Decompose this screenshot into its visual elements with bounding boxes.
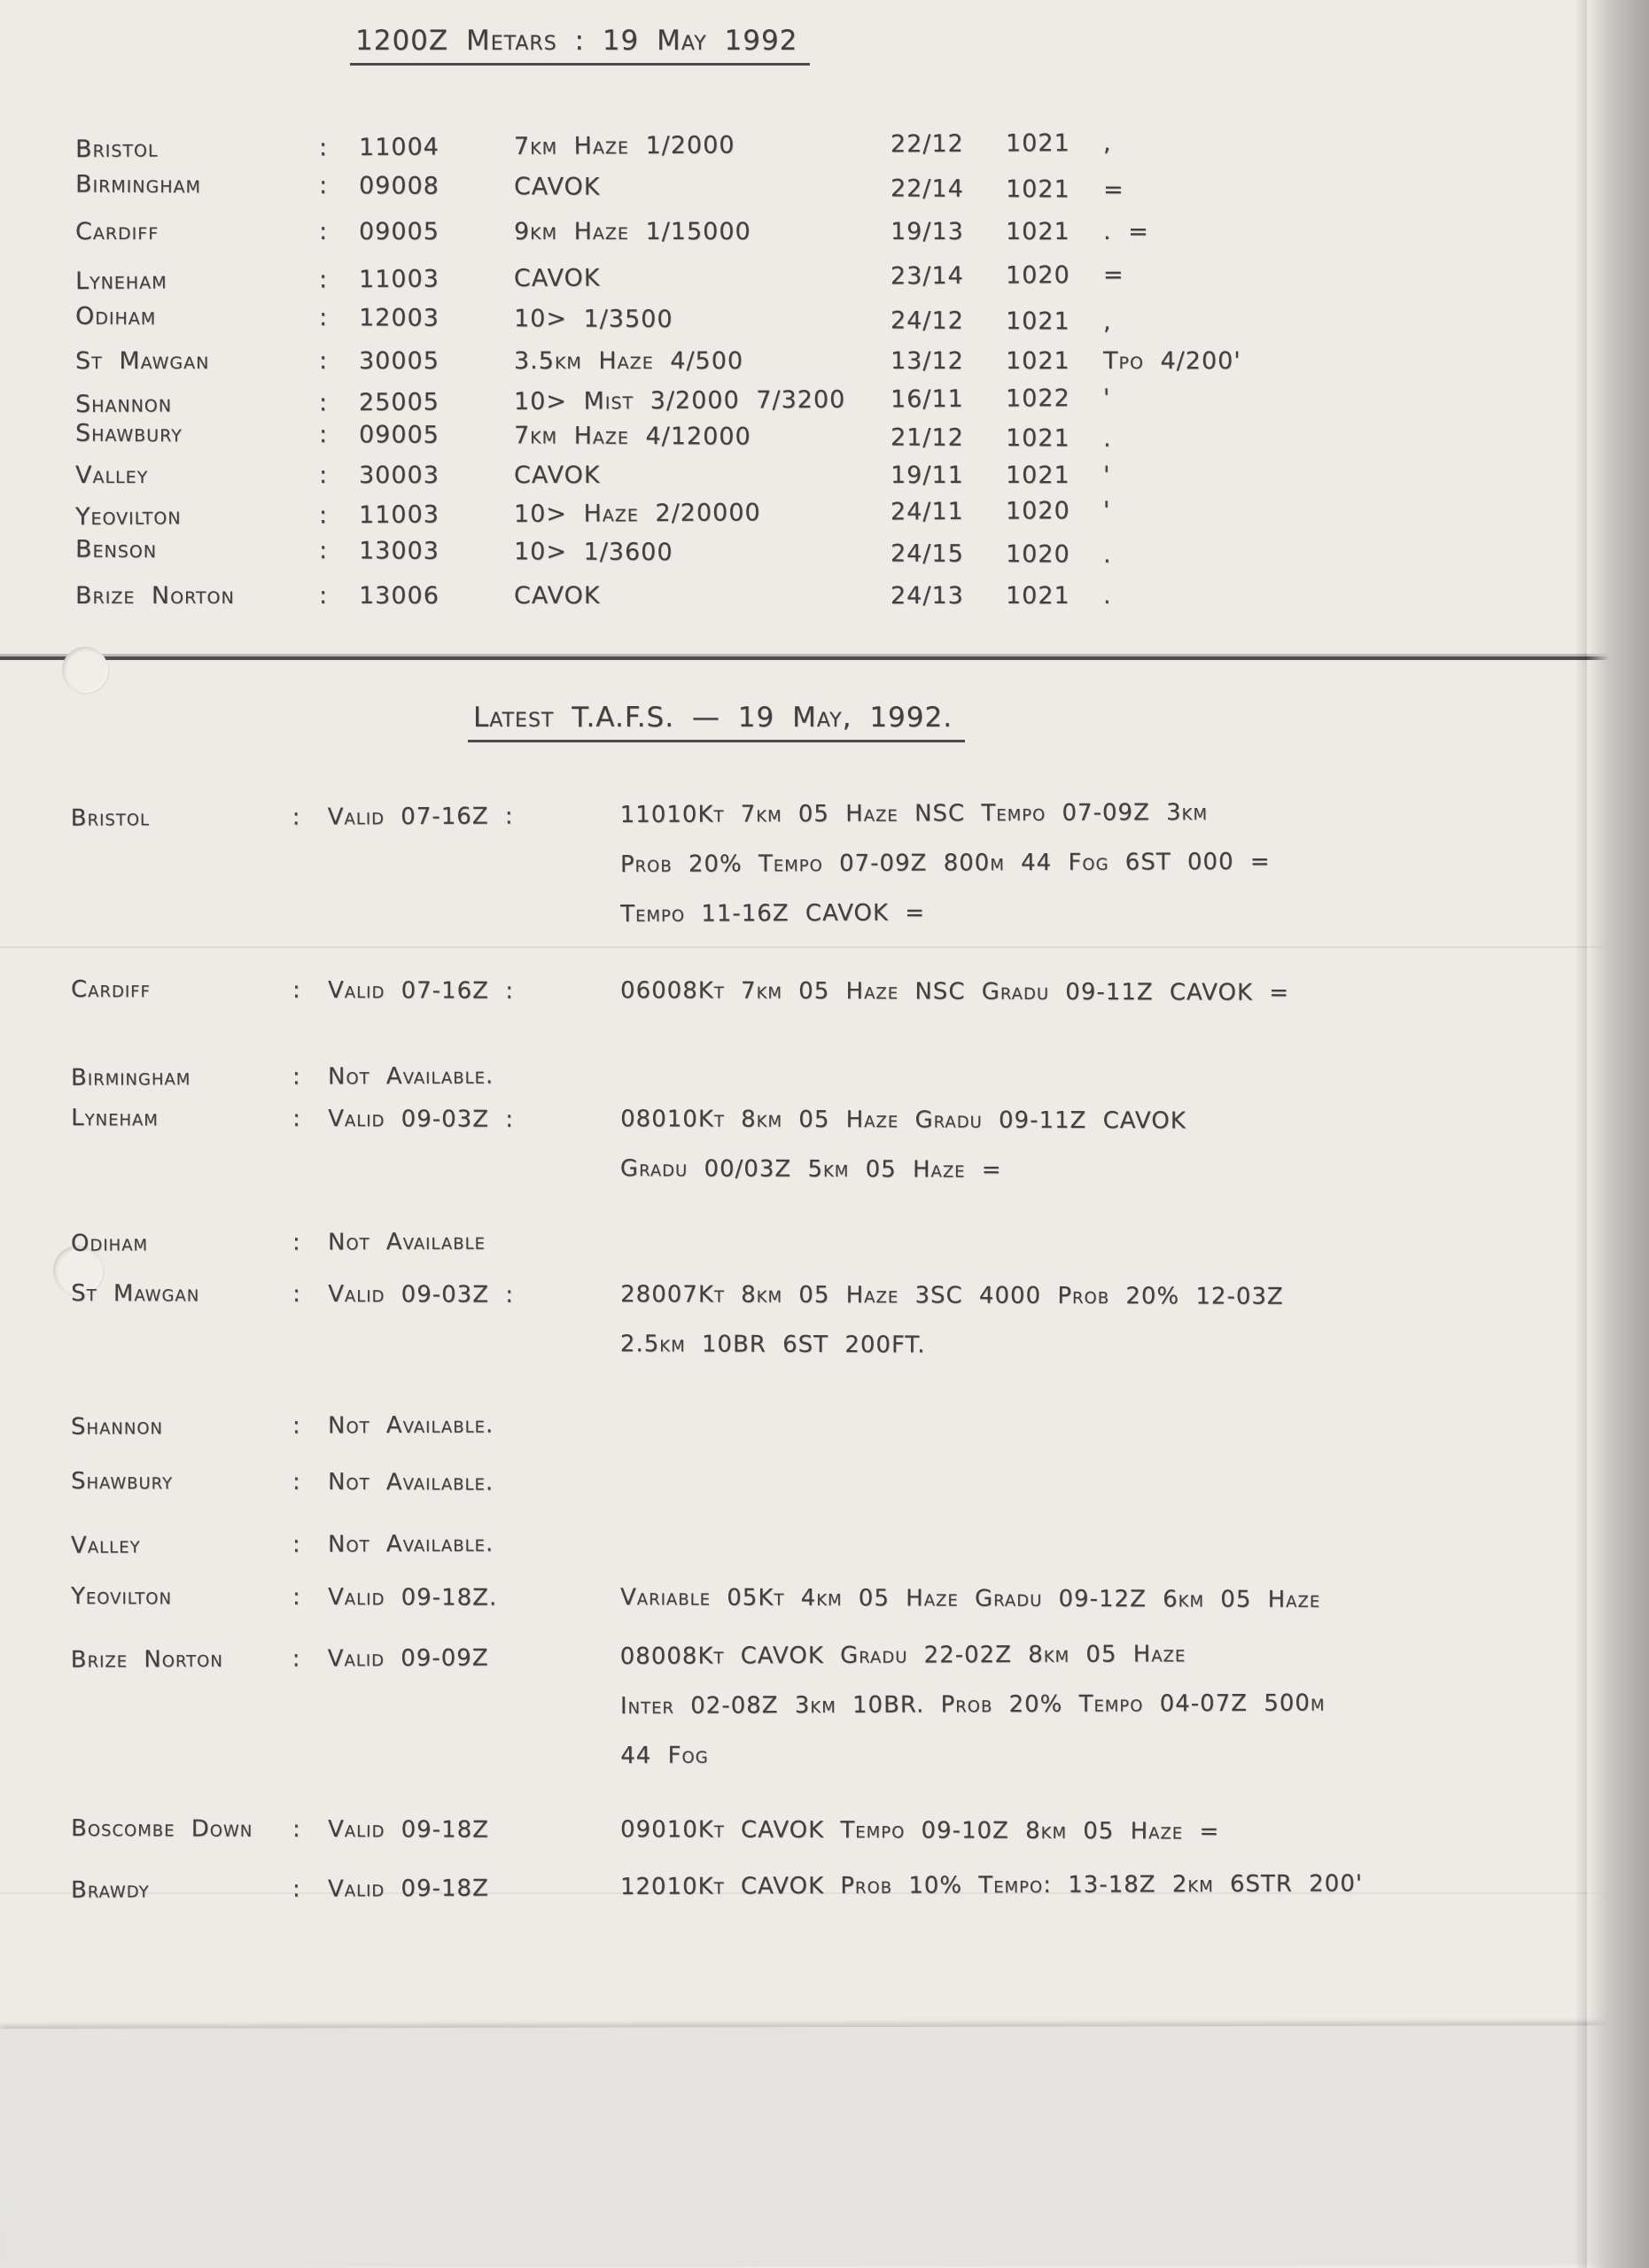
wind-group: 30005 <box>359 347 439 375</box>
station-name: Birmingham <box>74 170 202 199</box>
wind-group: 13003 <box>358 537 439 565</box>
qnh-value: 1021 <box>1006 347 1070 375</box>
taf-entry <box>71 1407 1577 1440</box>
taf-entry <box>71 798 1578 953</box>
qnh-value: 1020 <box>1005 261 1070 290</box>
report-end-mark: Tpo 4/200' <box>1103 347 1241 375</box>
taf-line: Tempo 11-16Z CAVOK = <box>620 899 926 928</box>
taf-text-block <box>620 1470 1577 1473</box>
taf-line: 12010Kt CAVOK Prob 10% Tempo: 13-18Z 2km 6STR 200' <box>619 1870 1364 1901</box>
availability-status: Not Available <box>327 1228 486 1256</box>
station-name: Birmingham <box>70 1064 191 1091</box>
colon-separator: : <box>292 1412 301 1440</box>
taf-entry <box>71 1105 1577 1209</box>
taf-line: 11010Kt 7km 05 Haze NSC Tempo 07-09Z 3km <box>619 799 1209 829</box>
colon-separator: : <box>292 1815 301 1843</box>
torn-bottom-edge <box>0 2025 1649 2268</box>
station-name: Cardiff <box>75 218 159 245</box>
station-name: Shawbury <box>74 419 183 448</box>
station-name: Brize Norton <box>75 582 235 610</box>
report-end-mark: , <box>1102 307 1112 336</box>
temp-dewpoint: 19/13 <box>891 218 964 245</box>
colon-separator: : <box>318 266 329 294</box>
colon-separator: : <box>292 976 301 1004</box>
colon-separator: : <box>292 1876 301 1903</box>
taf-line: 2.5km 10BR 6ST 200FT. <box>619 1331 926 1359</box>
taf-text-block <box>620 1870 1577 1924</box>
temp-dewpoint: 23/14 <box>890 261 964 291</box>
visibility-weather-group: 7km Haze 1/2000 <box>513 131 735 161</box>
station-name: St Mawgan <box>71 1280 200 1308</box>
station-name: Yeovilton <box>74 502 182 532</box>
validity-period: Valid 09-09Z <box>327 1644 489 1673</box>
report-end-mark: ' <box>1103 462 1111 489</box>
station-name: Brawdy <box>70 1876 150 1904</box>
taf-line: 08008Kt CAVOK Gradu 22-02Z 8km 05 Haze <box>619 1641 1186 1671</box>
temp-dewpoint: 22/12 <box>890 129 964 159</box>
qnh-value: 1022 <box>1005 384 1070 413</box>
visibility-weather-group: 10> Haze 2/20000 <box>513 499 761 529</box>
report-end-mark: . <box>1103 582 1112 610</box>
availability-status: Not Available. <box>327 1062 494 1091</box>
taf-entry <box>71 1640 1578 1795</box>
taf-entry <box>71 1815 1577 1870</box>
wind-group: 11003 <box>358 265 440 294</box>
taf-line: 08010Kt 8km 05 Haze Gradu 09-11Z CAVOK <box>620 1106 1186 1135</box>
station-name: Shawbury <box>70 1468 174 1495</box>
temp-dewpoint: 24/12 <box>890 307 964 335</box>
metar-section-title: 1200Z Metars : 19 May 1992 <box>350 25 810 66</box>
wind-group: 25005 <box>358 388 440 417</box>
taf-line: Prob 20% Tempo 07-09Z 800m 44 Fog 6ST 000 = <box>619 848 1271 878</box>
page-right-edge-shadow <box>1587 0 1649 2268</box>
taf-line: Gradu 00/03Z 5km 05 Haze = <box>619 1155 1002 1184</box>
wind-group: 09005 <box>359 218 439 245</box>
colon-separator: : <box>318 501 329 530</box>
taf-text-block <box>620 1058 1577 1062</box>
availability-status: Not Available. <box>327 1411 494 1440</box>
taf-text-block <box>620 798 1578 951</box>
station-name: Lyneham <box>71 1105 159 1132</box>
colon-separator: : <box>292 1468 301 1495</box>
colon-separator: : <box>318 537 329 565</box>
colon-separator: : <box>318 172 329 200</box>
visibility-weather-group: 3.5km Haze 4/500 <box>514 347 744 375</box>
colon-separator: : <box>292 1063 301 1091</box>
visibility-weather-group: 9km Haze 1/15000 <box>514 218 751 245</box>
report-end-mark: . <box>1102 540 1112 569</box>
colon-separator: : <box>292 1280 301 1308</box>
qnh-value: 1021 <box>1006 462 1070 489</box>
temp-dewpoint: 24/15 <box>890 540 964 568</box>
validity-period: Valid 07-16Z : <box>327 803 514 831</box>
taf-entry <box>71 1870 1577 1926</box>
temp-dewpoint: 19/11 <box>891 462 964 489</box>
visibility-weather-group: 10> 1/3600 <box>513 538 673 567</box>
colon-separator: : <box>319 582 329 610</box>
validity-period: Valid 09-18Z <box>327 1875 489 1903</box>
taf-text-block <box>620 1585 1577 1638</box>
visibility-weather-group: 10> 1/3500 <box>513 305 673 334</box>
taf-line: 44 Fog <box>620 1742 709 1769</box>
validity-period: Valid 09-18Z. <box>327 1584 498 1612</box>
station-name: Yeovilton <box>70 1583 173 1611</box>
wind-group: 12003 <box>358 304 439 332</box>
colon-separator: : <box>319 218 329 245</box>
validity-period: Valid 09-03Z : <box>328 1281 515 1309</box>
wind-group: 09008 <box>358 172 439 200</box>
taf-entry <box>71 976 1577 1031</box>
taf-line: Inter 02-08Z 3km 10BR. Prob 20% Tempo 04-07Z 500m <box>619 1689 1326 1720</box>
taf-text-block <box>620 1107 1577 1209</box>
taf-text-block <box>620 1282 1577 1385</box>
temp-dewpoint: 24/11 <box>890 497 964 526</box>
visibility-weather-group: CAVOK <box>513 173 601 201</box>
taf-text-block <box>620 1407 1577 1411</box>
wind-group: 11003 <box>358 501 440 530</box>
qnh-value: 1021 <box>1006 582 1070 610</box>
taf-text-block <box>620 1223 1577 1228</box>
temp-dewpoint: 16/11 <box>890 384 964 414</box>
qnh-value: 1021 <box>1005 424 1070 453</box>
report-end-mark: . = <box>1103 218 1149 245</box>
visibility-weather-group: 7km Haze 4/12000 <box>513 422 751 451</box>
taf-entry <box>71 1058 1577 1091</box>
taf-line: 09010Kt CAVOK Tempo 09-10Z 8km 05 Haze = <box>619 1816 1220 1845</box>
station-name: Brize Norton <box>70 1645 223 1674</box>
temp-dewpoint: 13/12 <box>891 347 964 375</box>
wind-group: 09005 <box>358 421 439 449</box>
station-name: Benson <box>74 535 158 564</box>
qnh-value: 1021 <box>1005 307 1070 336</box>
taf-entry <box>71 1526 1577 1558</box>
qnh-value: 1021 <box>1005 129 1070 158</box>
report-end-mark: = <box>1102 260 1124 289</box>
colon-separator: : <box>318 134 329 162</box>
taf-line: Variable 05Kt 4km 05 Haze Gradu 09-12Z 6km 05 Haze <box>619 1584 1321 1613</box>
taf-entry <box>71 1280 1577 1385</box>
colon-separator: : <box>292 1645 301 1673</box>
colon-separator: : <box>318 389 329 417</box>
station-name: Odiham <box>74 302 157 331</box>
wind-group: 30003 <box>359 462 439 489</box>
taf-text-block <box>620 978 1577 1031</box>
taf-line: 06008Kt 7km 05 Haze NSC Gradu 09-11Z CAVOK = <box>619 977 1290 1006</box>
report-end-mark: = <box>1102 175 1124 204</box>
qnh-value: 1021 <box>1006 218 1070 245</box>
taf-entry <box>71 1223 1577 1256</box>
visibility-weather-group: CAVOK <box>513 264 601 293</box>
station-name: Boscombe Down <box>70 1815 253 1843</box>
report-end-mark: . <box>1102 424 1112 453</box>
colon-separator: : <box>319 462 329 489</box>
taf-line: 28007Kt 8km 05 Haze 3SC 4000 Prob 20% 12-03Z <box>620 1281 1284 1310</box>
visibility-weather-group: CAVOK <box>514 462 601 489</box>
taf-section-title: Latest T.A.F.S. — 19 May, 1992. <box>468 702 965 742</box>
availability-status: Not Available. <box>327 1530 494 1558</box>
station-name: Odiham <box>70 1230 149 1257</box>
report-end-mark: ' <box>1102 384 1111 412</box>
page-right-crease <box>1575 0 1587 2268</box>
taf-entry <box>71 1468 1577 1500</box>
validity-period: Valid 07-16Z : <box>327 977 515 1005</box>
temp-dewpoint: 24/13 <box>891 582 964 610</box>
temp-dewpoint: 21/12 <box>890 423 964 452</box>
validity-period: Valid 09-18Z <box>327 1816 490 1844</box>
station-name: Lyneham <box>74 267 167 296</box>
colon-separator: : <box>292 804 301 831</box>
station-name: Cardiff <box>70 976 151 1004</box>
visibility-weather-group: 10> Mist 3/2000 7/3200 <box>513 385 846 416</box>
station-name: Shannon <box>70 1413 163 1441</box>
taf-text-block <box>620 1817 1577 1870</box>
report-end-mark: ' <box>1102 496 1111 524</box>
colon-separator: : <box>292 1229 301 1256</box>
station-name: Valley <box>75 462 149 489</box>
colon-separator: : <box>292 1583 301 1611</box>
station-name: Shannon <box>74 390 173 419</box>
temp-dewpoint: 22/14 <box>890 175 964 203</box>
taf-text-block <box>620 1526 1577 1530</box>
station-name: Bristol <box>70 804 151 832</box>
report-end-mark: , <box>1102 128 1112 157</box>
availability-status: Not Available. <box>327 1469 494 1496</box>
taf-entry <box>71 1583 1577 1638</box>
station-name: St Mawgan <box>75 347 210 375</box>
qnh-value: 1020 <box>1005 540 1070 569</box>
validity-period: Valid 09-03Z : <box>328 1106 515 1133</box>
taf-text-block <box>620 1640 1578 1792</box>
colon-separator: : <box>292 1105 301 1132</box>
colon-separator: : <box>319 347 329 375</box>
qnh-value: 1020 <box>1005 497 1070 525</box>
qnh-value: 1021 <box>1005 175 1070 204</box>
colon-separator: : <box>318 421 329 449</box>
station-name: Bristol <box>74 135 159 164</box>
station-name: Valley <box>70 1532 141 1559</box>
wind-group: 13006 <box>359 582 439 610</box>
colon-separator: : <box>292 1531 301 1558</box>
visibility-weather-group: CAVOK <box>514 582 601 610</box>
wind-group: 11004 <box>358 133 440 162</box>
colon-separator: : <box>318 304 329 332</box>
